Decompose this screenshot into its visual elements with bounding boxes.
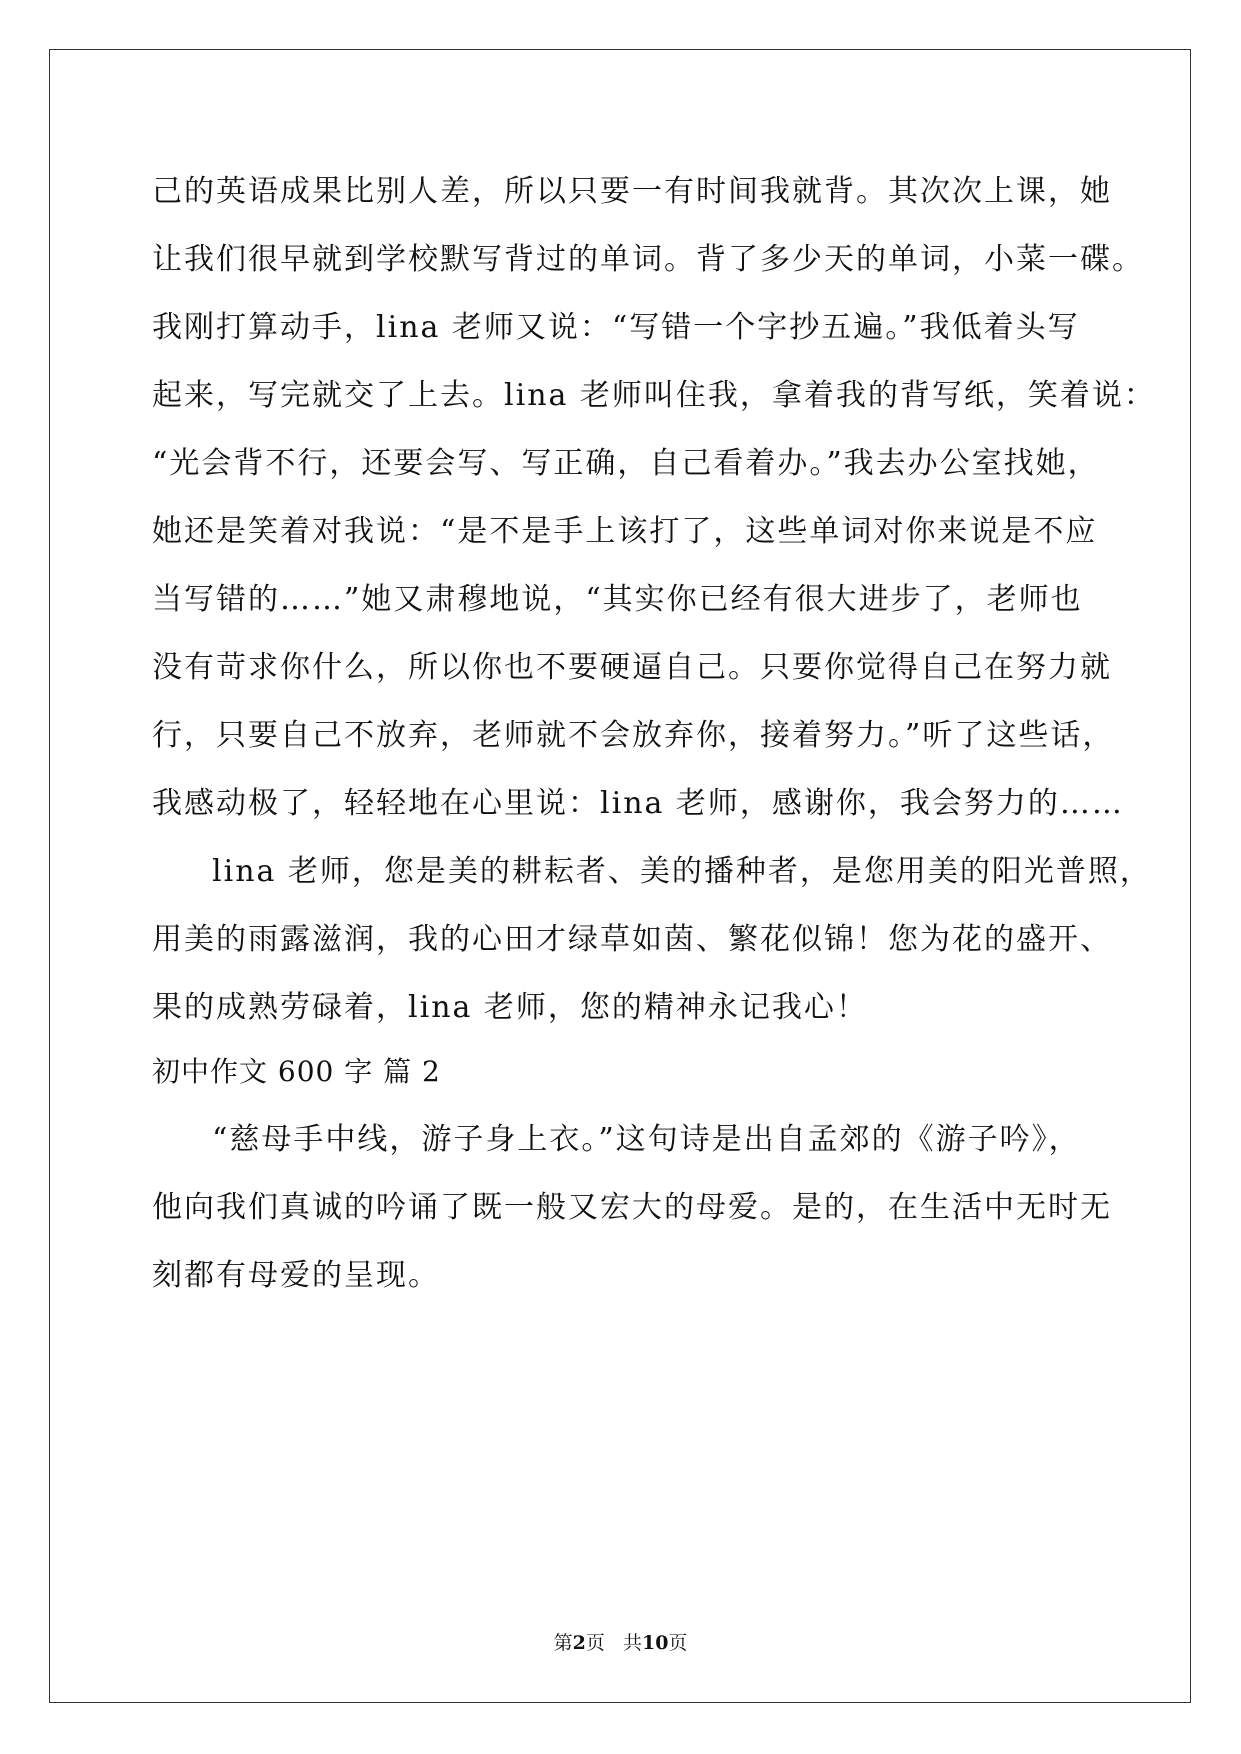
body-line: “慈母手中线，游子身上衣。”这句诗是出自孟郊的《游子吟》，	[212, 1122, 1081, 1157]
body-line: 己的英语成果比别人差，所以只要一有时间我就背。其次次上课，她	[152, 174, 1112, 209]
body-line: 我感动极了，轻轻地在心里说：lina 老师，感谢你，我会努力的……	[152, 786, 1124, 821]
body-line: 我刚打算动手，lina 老师又说：“写错一个字抄五遍。”我低着头写	[152, 310, 1080, 345]
body-line: 他向我们真诚的吟诵了既一般又宏大的母爱。是的，在生活中无时无	[152, 1190, 1112, 1225]
total-suffix: 页	[668, 1632, 688, 1654]
total-prefix: 共	[622, 1632, 642, 1654]
body-line: 让我们很早就到学校默写背过的单词。背了多少天的单词，小菜一碟。	[152, 242, 1144, 277]
body-line: 起来，写完就交了上去。lina 老师叫住我，拿着我的背写纸，笑着说：	[152, 378, 1156, 413]
page-prefix: 第	[553, 1632, 573, 1654]
total-page-number: 10	[641, 1632, 669, 1654]
body-line: “光会背不行，还要会写、写正确，自己看着办。”我去办公室找她，	[152, 446, 1100, 481]
body-line: 她还是笑着对我说：“是不是手上该打了，这些单词对你来说是不应	[152, 514, 1098, 549]
body-line: 果的成熟劳碌着，lina 老师，您的精神永记我心！	[152, 990, 868, 1025]
section-heading: 初中作文 600 字 篇 2	[152, 1055, 441, 1088]
body-line: 行，只要自己不放弃，老师就不会放弃你，接着努力。”听了这些话，	[152, 718, 1115, 753]
current-page-number: 2	[572, 1632, 586, 1654]
body-line: 没有苛求你什么，所以你也不要硬逼自己。只要你觉得自己在努力就	[152, 650, 1112, 685]
body-line: 用美的雨露滋润，我的心田才绿草如茵、繁花似锦！您为花的盛开、	[152, 922, 1112, 957]
body-line: lina 老师，您是美的耕耘者、美的播种者，是您用美的阳光普照，	[212, 854, 1152, 889]
body-line: 刻都有母爱的呈现。	[152, 1258, 440, 1293]
page-suffix: 页	[585, 1632, 605, 1654]
page-footer	[0, 1631, 1241, 1655]
body-line: 当写错的……”她又肃穆地说，“其实你已经有很大进步了，老师也	[152, 582, 1083, 617]
